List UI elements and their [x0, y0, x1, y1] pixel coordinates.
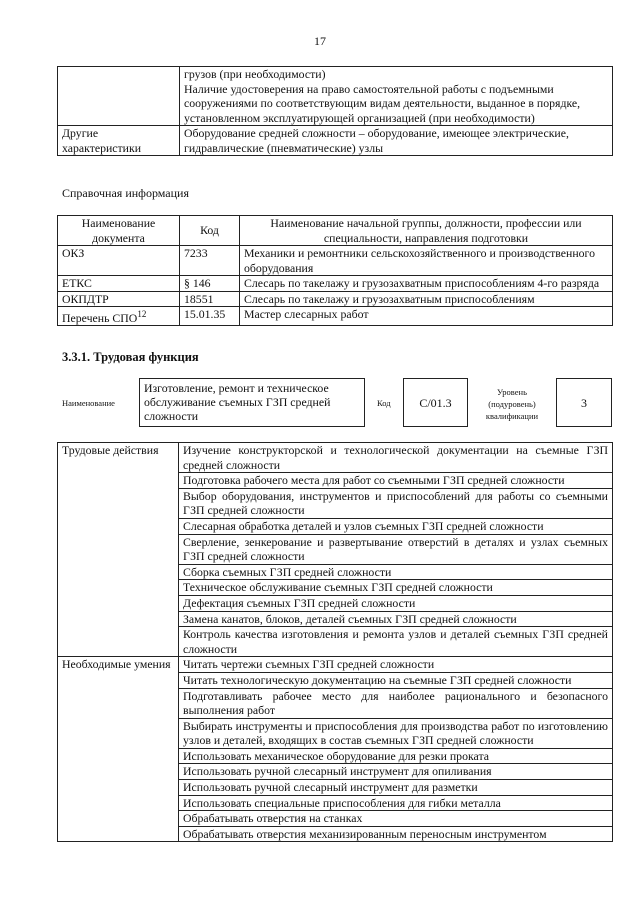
skill-item: Обрабатывать отверстия механизированным переносным инструментом: [179, 826, 613, 842]
table-row: [58, 126, 613, 156]
table-row: [58, 67, 613, 126]
table-row: [58, 443, 613, 473]
skill-item: Выбирать инструменты и приспособления для производства работ по изготовлению узлов и деталей, входящих в состав съемных ГЗП средней сложности: [179, 718, 613, 748]
table-row: [58, 246, 613, 276]
labor-actions-label: Трудовые действия: [58, 443, 179, 657]
skill-item: Читать технологическую документацию на съемные ГЗП средней сложности: [179, 672, 613, 688]
function-code-box: C/01.3: [403, 378, 468, 427]
labor-action-item: Изучение конструкторской и технологической документации на съемные ГЗП средней сложности: [179, 443, 613, 473]
ref-doc: ОКПДТР: [58, 291, 180, 307]
labor-action-item: Выбор оборудования, инструментов и приспособлений для работы со съемными ГЗП средней сложности: [179, 488, 613, 518]
labor-action-item: Сборка съемных ГЗП средней сложности: [179, 564, 613, 580]
reference-table: [57, 215, 613, 326]
labor-action-item: Дефектация съемных ГЗП средней сложности: [179, 595, 613, 611]
ref-code: § 146: [180, 276, 240, 292]
skill-item: Использовать специальные приспособления для гибки металла: [179, 795, 613, 811]
requirements-text: грузов (при необходимости) Наличие удостоверения на право самостоятельной работы с подъемными сооружениями по соответствующим видам деятельности, выданное в порядке, установленном эксплуатирующей организацией (при необходимости): [180, 67, 613, 126]
code-label: Код: [377, 398, 391, 408]
labor-action-item: Контроль качества изготовления и ремонта узлов и деталей съемных ГЗП средней сложности: [179, 627, 613, 657]
name-label: Наименование: [62, 398, 115, 408]
labor-function-table: [57, 442, 613, 842]
other-characteristics-label: Другие характеристики: [58, 126, 180, 156]
ref-code: 15.01.35: [180, 307, 240, 326]
ref-name: Механики и ремонтники сельскохозяйственного и производственного оборудования: [240, 246, 613, 276]
qualification-level-label: Уровень (подуровень) квалификации: [485, 387, 539, 421]
labor-action-item: Техническое обслуживание съемных ГЗП средней сложности: [179, 580, 613, 596]
labor-action-item: Замена канатов, блоков, деталей съемных ГЗП средней сложности: [179, 611, 613, 627]
labor-action-item: Сверление, зенкерование и развертывание отверстий в деталях и узлах съемных ГЗП средней сложности: [179, 534, 613, 564]
ref-doc: ЕТКС: [58, 276, 180, 292]
skill-item: Использовать механическое оборудование для резки проката: [179, 748, 613, 764]
ref-name: Слесарь по такелажу и грузозахватным приспособлениям: [240, 291, 613, 307]
required-skills-label: Необходимые умения: [58, 657, 179, 842]
skill-item: Использовать ручной слесарный инструмент для опиливания: [179, 764, 613, 780]
ref-name: Мастер слесарных работ: [240, 307, 613, 326]
skill-item: Читать чертежи съемных ГЗП средней сложности: [179, 657, 613, 673]
footnote-ref: 12: [137, 309, 147, 319]
table-row: [58, 291, 613, 307]
ref-doc: Перечень СПО$^{12}$: [58, 307, 180, 326]
skill-item: Использовать ручной слесарный инструмент для разметки: [179, 780, 613, 796]
ref-doc: ОКЗ: [58, 246, 180, 276]
table-row: [58, 276, 613, 292]
function-name-box: Изготовление, ремонт и техническое обслуживание съемных ГЗП средней сложности: [139, 378, 365, 427]
characteristics-table: [57, 66, 613, 156]
ref-name: Слесарь по такелажу и грузозахватным приспособлениям 4-го разряда: [240, 276, 613, 292]
ref-code: 18551: [180, 291, 240, 307]
labor-action-item: Подготовка рабочего места для работ со съемными ГЗП средней сложности: [179, 473, 613, 489]
header-document: Наименование документа: [58, 216, 180, 246]
skill-item: Обрабатывать отверстия на станках: [179, 811, 613, 827]
table-row: [58, 307, 613, 326]
reference-heading: Справочная информация: [62, 186, 189, 200]
reference-header-row: [58, 216, 613, 246]
skill-item: Подготавливать рабочее место для наиболее рационального и безопасного выполнения работ: [179, 688, 613, 718]
page-number: 17: [314, 34, 326, 48]
labor-action-item: Слесарная обработка деталей и узлов съемных ГЗП средней сложности: [179, 518, 613, 534]
header-code: Код: [180, 216, 240, 246]
section-heading: 3.3.1. Трудовая функция: [62, 350, 199, 364]
ref-code: 7233: [180, 246, 240, 276]
table-row: [58, 657, 613, 673]
qualification-level-box: 3: [556, 378, 612, 427]
header-name: Наименование начальной группы, должности, профессии или специальности, направления подготовки: [240, 216, 613, 246]
other-characteristics-text: Оборудование средней сложности – оборудование, имеющее электрические, гидравлические (пневматические) узлы: [180, 126, 613, 156]
